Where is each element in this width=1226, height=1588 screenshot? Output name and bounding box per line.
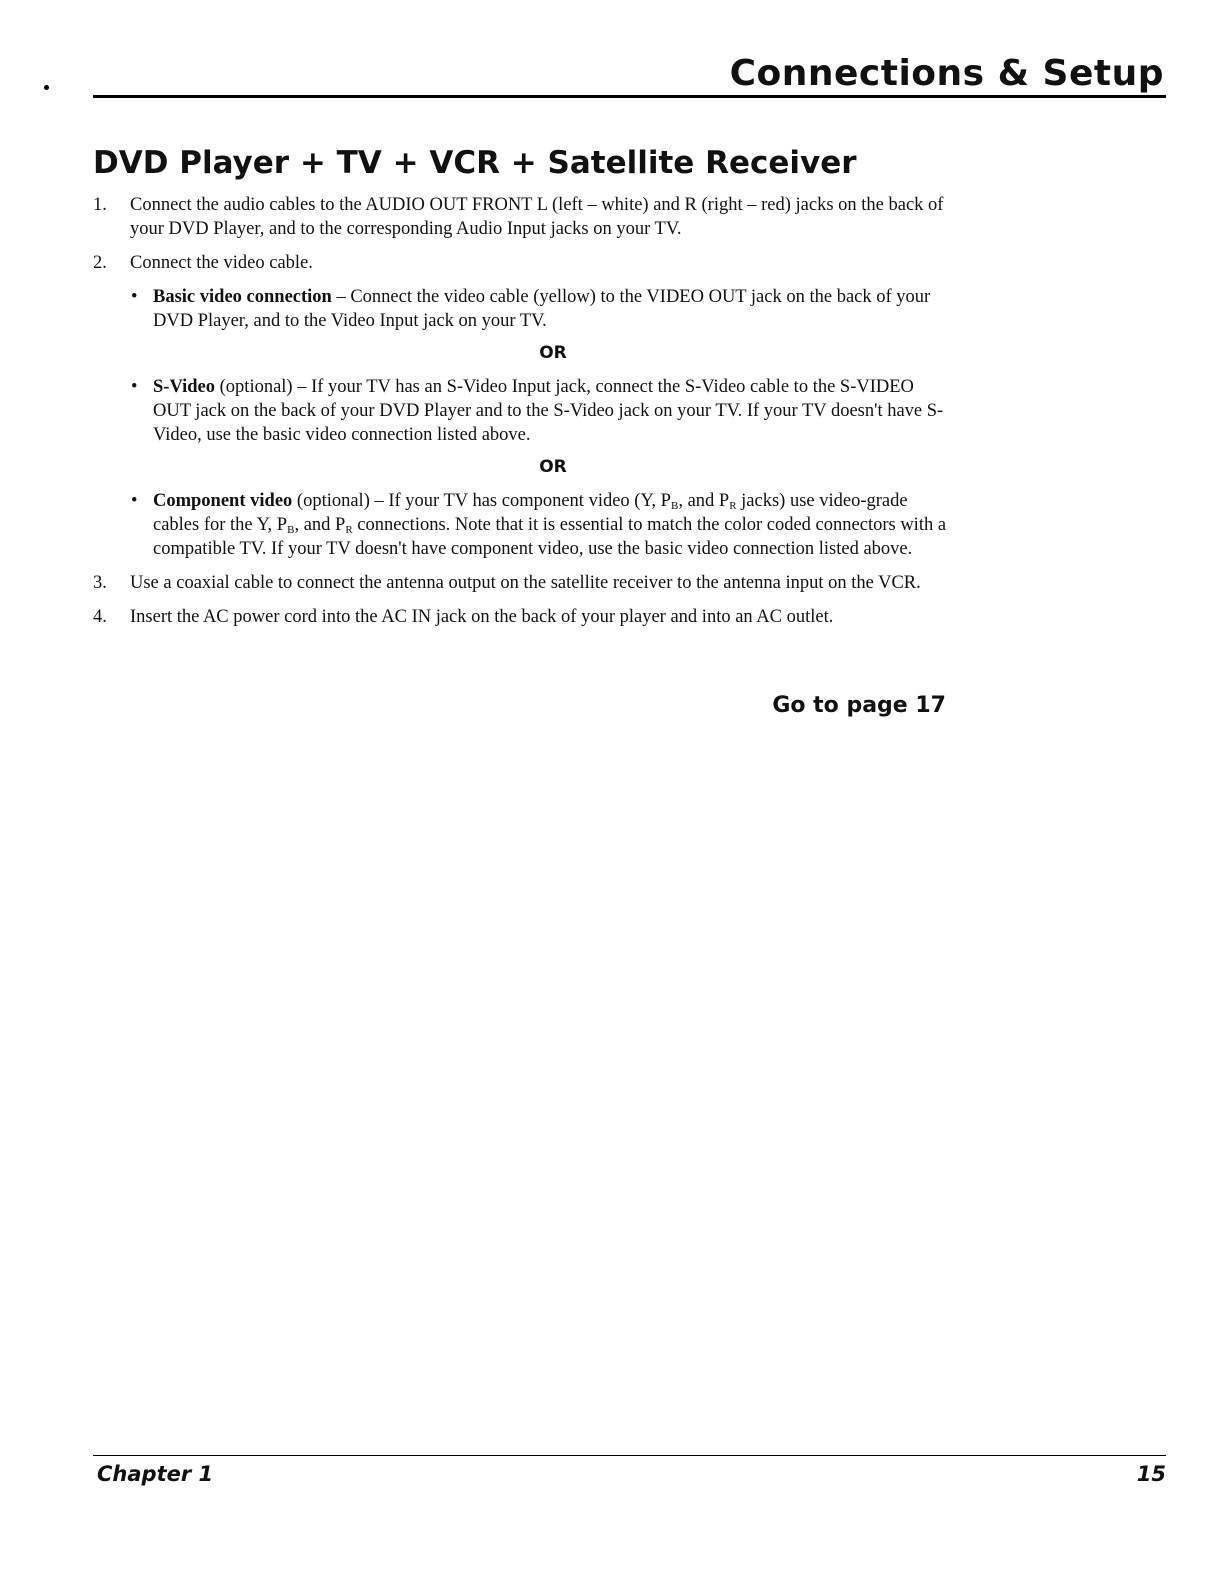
or-separator: OR: [539, 343, 567, 363]
bullet-text: (optional) – If your TV has an S-Video Input jack, connect the S-Video cable to the S-VIDEO OUT jack on the back of your DVD Player and to the S-Video jack on your TV. If your TV doesn't have S-Video, use the basic video connection listed above.: [153, 377, 944, 445]
bullet-title: Component video: [153, 491, 293, 511]
bullet-text: connections. Note that it is essential to match the color coded connectors with a compatible TV. If your TV doesn't have component video, use the basic video connection listed above.: [153, 515, 947, 559]
subscript-b: B: [670, 500, 679, 512]
step-text: Insert the AC power cord into the AC IN jack on the back of your player and into an AC outlet.: [130, 607, 834, 627]
bullet-text: , and P: [294, 515, 346, 535]
bullet-icon: •: [131, 287, 138, 307]
step-text: Connect the video cable.: [130, 253, 313, 273]
page-number: 15: [1136, 1462, 1166, 1486]
step-number: 3.: [93, 573, 107, 593]
subscript-r: R: [345, 524, 353, 536]
step-3: [93, 571, 953, 595]
bullet-title: S-Video: [153, 377, 216, 397]
footer-rule: [93, 1455, 1166, 1456]
bullet-icon: •: [131, 491, 138, 511]
step-number: 4.: [93, 607, 107, 627]
step-number: 2.: [93, 253, 107, 273]
stray-mark: [44, 85, 49, 90]
subscript-b: B: [287, 524, 295, 536]
step-text: Use a coaxial cable to connect the antenna output on the satellite receiver to the antenna input on the VCR.: [130, 573, 921, 593]
step-1: [93, 193, 953, 241]
bullet-icon: •: [131, 377, 138, 397]
step-text: Connect the audio cables to the AUDIO OUT FRONT L (left – white) and R (right – red) jacks on the back of your DVD Player, and to the corresponding Audio Input jacks on your TV.: [130, 195, 944, 239]
page-title: DVD Player + TV + VCR + Satellite Receiver: [93, 145, 857, 181]
bullet-basic-video: [93, 285, 953, 333]
step-2: [93, 251, 953, 275]
bullet-s-video: [93, 375, 953, 447]
section-header: Connections & Setup: [729, 53, 1164, 94]
bullet-text: – Connect the video cable (yellow) to the VIDEO OUT jack on the back of your DVD Player, and to the Video Input jack on your TV.: [153, 287, 931, 331]
instructions: [93, 193, 953, 639]
footer-chapter: Chapter 1: [97, 1462, 214, 1486]
step-4: [93, 605, 953, 629]
or-separator: OR: [539, 457, 567, 477]
bullet-text: , and P: [678, 491, 730, 511]
bullet-title: Basic video connection: [153, 287, 332, 307]
bullet-component-video: [93, 489, 953, 561]
go-to-page-link: Go to page 17: [772, 693, 946, 718]
bullet-text: jacks) use video-grade cables for the Y, P: [153, 491, 908, 535]
subscript-r: R: [729, 500, 737, 512]
header-rule: [93, 95, 1166, 98]
step-number: 1.: [93, 195, 107, 215]
bullet-text: (optional) – If your TV has component video (Y, P: [292, 491, 671, 511]
